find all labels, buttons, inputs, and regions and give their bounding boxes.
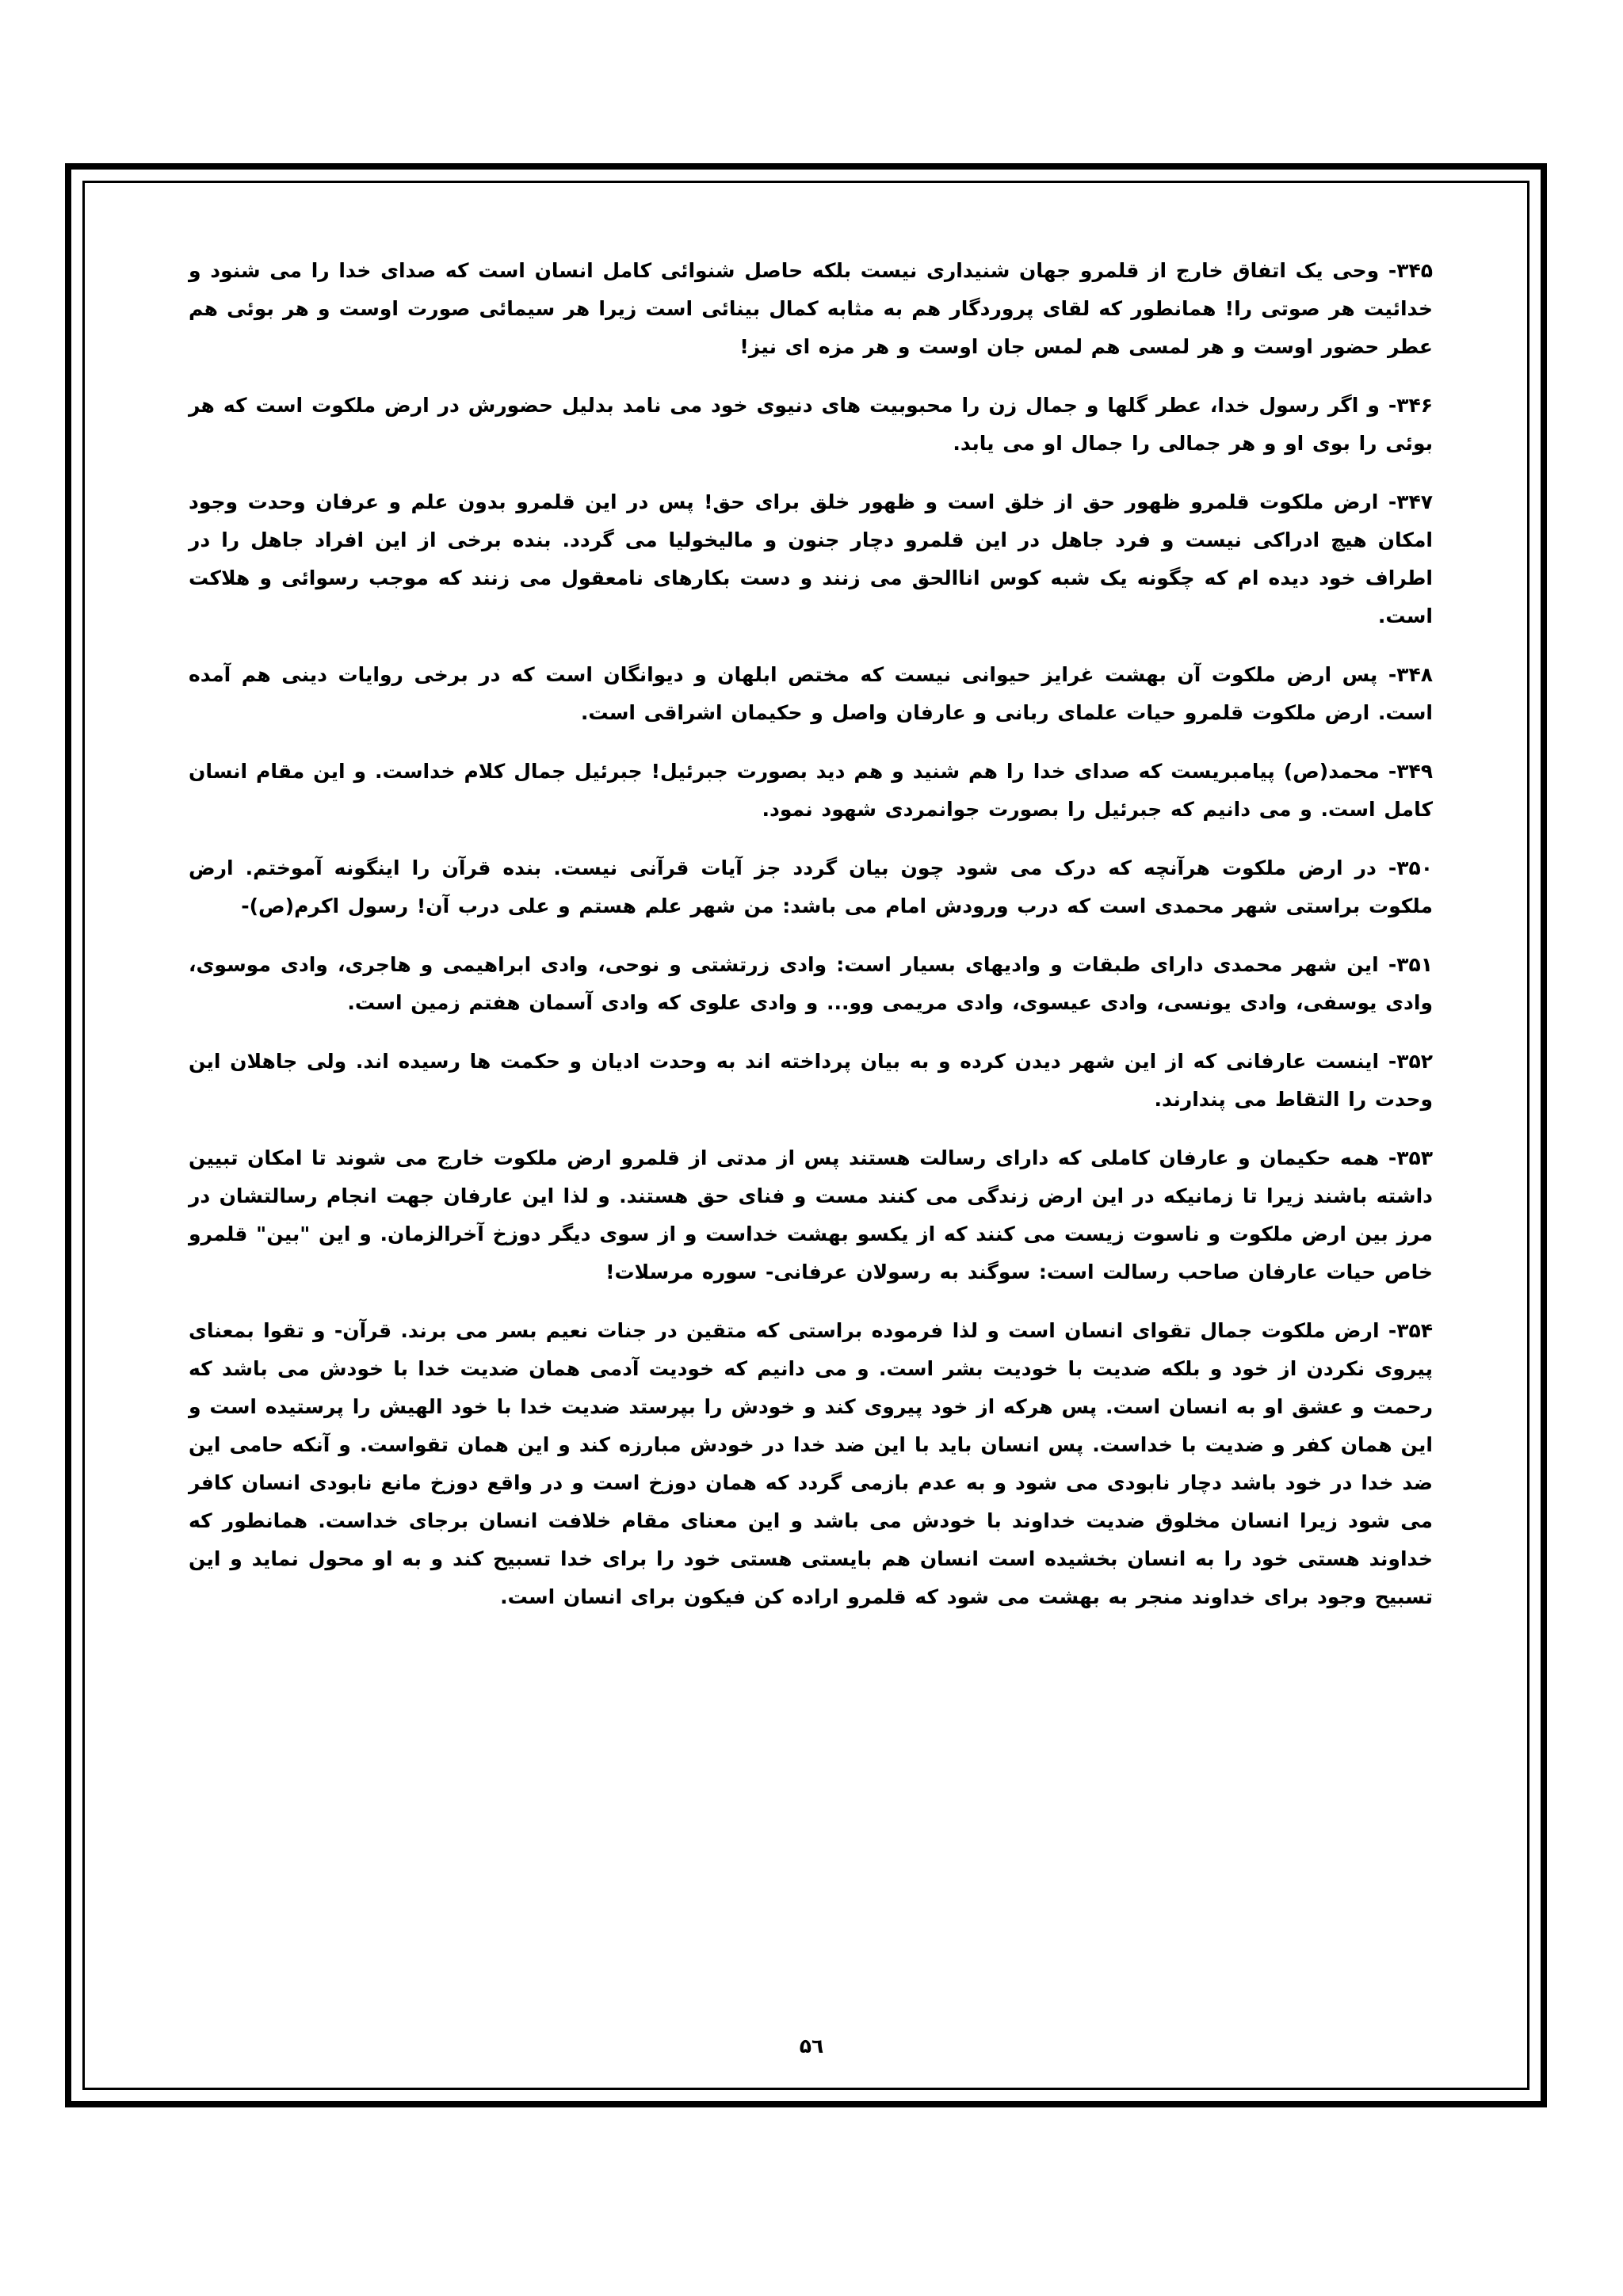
paragraph-349: ۳۴۹- محمد(ص) پیامبریست که صدای خدا را هم شنید و هم دید بصورت جبرئیل! جبرئیل جمال کلام خداست. و این مقام انسان کامل است. و می دانیم که جبرئیل را بصورت جوانمردی شهود نمود. [189, 760, 1433, 821]
paragraph-347: ۳۴۷- ارض ملکوت قلمرو ظهور حق از خلق است و ظهور خلق برای حق! پس در این قلمرو بدون علم و عرفان وحدت وجود امکان هیچ ادراکی نیست و فرد جاهل در این قلمرو دچار جنون و مالیخولیا می گردد. بنده برخی از این افراد جاهل را در اطراف خود دیده ام که چگونه یک شبه کوس اناالحق می زنند و دست بکارهای نامعقول می زنند که موجب رسوائی و هلاکت است. [189, 490, 1433, 627]
paragraph-353: ۳۵۳- همه حکیمان و عارفان کاملی که دارای رسالت هستند پس از مدتی از قلمرو ارض ملکوت خارج می شوند تا امکان تبیین داشته باشند زیرا تا زمانیکه در این ارض زندگی می کنند مست و فنای حق هستند. و لذا این عارفان جهت انجام رسالتشان در مرز بین ارض ملکوت و ناسوت زیست می کنند که از یکسو بهشت خداست و از سوی دیگر دوزخ آخرالزمان. و این "بین" قلمرو خاص حیات عارفان صاحب رسالت است: سوگند به رسولان عرفانی- سوره مرسلات! [189, 1146, 1433, 1283]
paragraph-352: ۳۵۲- اینست عارفانی که از این شهر دیدن کرده و به بیان پرداخته اند به وحدت ادیان و حکمت ها رسیده اند. ولی جاهلان این وحدت را التقاط می پندارند. [189, 1050, 1433, 1111]
paragraph-350: ۳۵۰- در ارض ملکوت هرآنچه که درک می شود چون بیان گردد جز آیات قرآنی نیست. بنده قرآن را اینگونه آموختم. ارض ملکوت براستی شهر محمدی است که درب ورودش امام می باشد: من شهر علم هستم و علی درب آن! رسول اکرم(ص)- [189, 856, 1433, 917]
page-number: ۵٦ [799, 2035, 824, 2058]
paragraph-351: ۳۵۱- این شهر محمدی دارای طبقات و وادیهای بسیار است: وادی زرتشتی و نوحی، وادی ابراهیمی و هاجری، وادی موسوی، وادی یوسفی، وادی یونسی، وادی عیسوی، وادی مریمی وو... و وادی علوی که وادی آسمان هفتم زمین است. [189, 953, 1433, 1014]
paragraph-345: ۳۴۵- وحی یک اتفاق خارج از قلمرو جهان شنیداری نیست بلکه حاصل شنوائی کامل انسان است که صدای خدا را می شنود و خدائیت هر صوتی را! همانطور که لقای پروردگار هم به مثابه کمال بینائی است زیرا هر سیمائی صورت اوست و هر بوئی هم عطر حضور اوست و هر لمسی هم لمس جان اوست و هر مزه ای نیز! [189, 259, 1433, 358]
paragraph-348: ۳۴۸- پس ارض ملکوت آن بهشت غرایز حیوانی نیست که مختص ابلهان و دیوانگان است که در برخی روایات دینی هم آمده است. ارض ملکوت قلمرو حیات علمای ربانی و عارفان واصل و حکیمان اشراقی است. [189, 663, 1433, 724]
paragraph-346: ۳۴۶- و اگر رسول خدا، عطر گلها و جمال زن را محبوبیت های دنیوی خود می نامد بدلیل حضورش در ارض ملکوت است که هر بوئی را بوی او و هر جمالی را جمال او می یابد. [189, 394, 1433, 455]
paragraph-354: ۳۵۴- ارض ملکوت جمال تقوای انسان است و لذا فرموده براستی که متقین در جنات نعیم بسر می برند. قرآن- و تقوا بمعنای پیروی نکردن از خود و بلکه ضدیت با خودیت بشر است. و می دانیم که خودیت آدمی همان ضدیت خدا با خودش می باشد که رحمت و عشق او به انسان است. پس هرکه از خود پیروی کند و خودش را بپرستد ضدیت خدا با خود الهیش را پرستیده است و این همان کفر و ضدیت با خداست. پس انسان باید با این ضد خدا در خودش مبارزه کند و این همان تقواست. و آنکه حامی این ضد خدا در خود باشد دچار نابودی می شود و به عدم بازمی گردد که همان دوزخ است و در واقع دوزخ مانع نابودی انسان کافر می شود زیرا انسان مخلوق ضدیت خداوند با خودش می باشد و این معنای مقام خلافت انسان برجای خداست. همانطور که خداوند هستی خود را به انسان بخشیده است انسان هم بایستی هستی خود را برای خدا تسبیح کند و به او محول نماید و این تسبیح وجود برای خداوند منجر به بهشت می شود که قلمرو اراده کن فیکون برای انسان است. [189, 1319, 1433, 1608]
document-body [189, 252, 1433, 1637]
